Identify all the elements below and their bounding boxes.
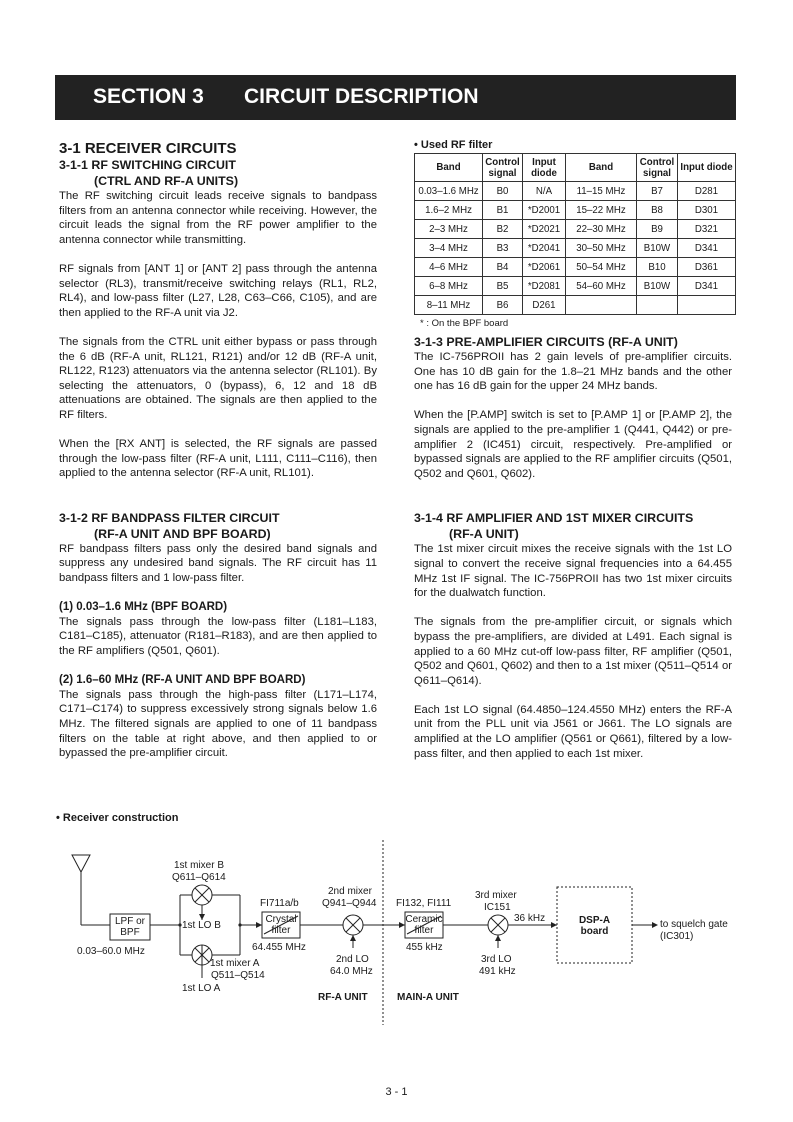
- lpf-frequency-label: 0.03–60.0 MHz: [77, 946, 145, 957]
- table-cell: B7: [637, 182, 678, 201]
- mixer-b-transistors: Q611–Q614: [172, 872, 226, 883]
- output-ic-label: (IC301): [660, 931, 694, 942]
- bpf-case1-heading: (1) 0.03–1.6 MHz (BPF BOARD): [59, 601, 228, 614]
- table-cell: B10W: [637, 277, 678, 296]
- paragraph: Each 1st LO signal (64.4850–124.4550 MHz) enters the RF-A unit from the PLL unit via J561 or J661. The LO signals are amplified at the LO amplifier (Q561 or Q661), filtered by a low-pass filter, and then applied to each 1st mixer.: [414, 703, 732, 760]
- rf-filter-table-block: [414, 139, 736, 330]
- crystal-filter-label: Crystal filter: [265, 914, 297, 936]
- table-row: [415, 201, 736, 220]
- table-header: Control signal: [637, 154, 678, 182]
- receiver-construction-diagram: [55, 812, 745, 1030]
- rf-filter-table: [414, 153, 736, 315]
- table-cell: B0: [483, 182, 523, 201]
- table-cell: *D2081: [523, 277, 566, 296]
- diagram-title: • Receiver construction: [56, 812, 179, 824]
- rf-switching-subheading: (CTRL AND RF-A UNITS): [94, 174, 239, 188]
- table-cell: B8: [637, 201, 678, 220]
- table-cell: 50–54 MHz: [566, 258, 637, 277]
- table-cell: B10: [637, 258, 678, 277]
- table-header: Band: [415, 154, 483, 182]
- rf-filter-table-note: * : On the BPF board: [420, 318, 509, 329]
- bandpass-filter-subheading: (RF-A UNIT AND BPF BOARD): [94, 526, 271, 541]
- mixer-3-ic: IC151: [484, 902, 511, 913]
- dsp-board-label: DSP-A board: [578, 915, 611, 937]
- main-a-unit-label: MAIN-A UNIT: [397, 992, 459, 1003]
- lo-3-frequency: 491 kHz: [479, 966, 516, 977]
- table-cell: B9: [637, 220, 678, 239]
- paragraph: RF bandpass filters pass only the desired band signals and suppress any undesired band signals. The RF circuit has 11 bandpass filters and 1 low-pass filter.: [59, 542, 377, 585]
- table-row: [415, 220, 736, 239]
- paragraph: When the [RX ANT] is selected, the RF signals are passed through the low-pass filter (RF-A unit, L111, C111–C116), then applied to the antenna selector (RF-A unit, RL101).: [59, 438, 377, 480]
- receiver-circuits-heading: 3-1 RECEIVER CIRCUITS: [59, 140, 237, 157]
- mixer-a-transistors: Q511–Q514: [211, 970, 265, 981]
- table-cell: 4–6 MHz: [415, 258, 483, 277]
- lo-2-frequency: 64.0 MHz: [330, 966, 373, 977]
- table-cell: 8–11 MHz: [415, 296, 483, 315]
- page-number: 3 - 1: [385, 1086, 408, 1098]
- bandpass-filter-heading: 3-1-2 RF BANDPASS FILTER CIRCUIT: [59, 510, 280, 525]
- lo-3-label: 3rd LO: [481, 954, 512, 965]
- rf-amplifier-subheading: (RF-A UNIT): [449, 527, 519, 542]
- ceramic-filter-label: Ceramic filter: [405, 914, 443, 936]
- mixer-3-label: 3rd mixer: [475, 890, 517, 901]
- table-cell: *D2061: [523, 258, 566, 277]
- left-column: [59, 140, 377, 775]
- table-header: Band: [566, 154, 637, 182]
- paragraph: RF signals from [ANT 1] or [ANT 2] pass through the antenna selector (RL3), transmit/receive switching relays (RL1, RL2, RL4), and low-pass filter (L27, L28, C63–C66, C105), and are then applied to the RF-A unit via J2.: [59, 262, 377, 319]
- table-cell: B4: [483, 258, 523, 277]
- if-3-frequency: 36 kHz: [514, 913, 546, 924]
- table-cell: B5: [483, 277, 523, 296]
- paragraph: The RF switching circuit leads receive signals to bandpass filters from an antenna connector while receiving. However, the circuit leads the signal from the RF power amplifier to the antenna connector while transmitting.: [59, 190, 377, 246]
- table-row: [415, 277, 736, 296]
- table-row: [415, 182, 736, 201]
- table-cell: B6: [483, 296, 523, 315]
- table-cell: *D2021: [523, 220, 566, 239]
- table-cell: 0.03–1.6 MHz: [415, 182, 483, 201]
- table-cell: B3: [483, 239, 523, 258]
- paragraph: The signals from the CTRL unit either bypass or pass through the 6 dB (RF-A unit, RL121, R121) and/or 12 dB (RF-A unit, RL122, R123) attenuators via the antenna selector (RL101). By selecting the attenuators, 0 (bypass), 6, 12 and 18 dB attenuations are obtained. The signals are then applied to the RF filters.: [59, 335, 377, 421]
- crystal-filter-frequency: 64.455 MHz: [252, 942, 306, 953]
- mixer-a-label: 1st mixer A: [210, 958, 260, 969]
- table-cell: 54–60 MHz: [566, 277, 637, 296]
- antenna-icon: [72, 855, 90, 872]
- section-title: CIRCUIT DESCRIPTION: [244, 85, 479, 108]
- table-cell: 1.6–2 MHz: [415, 201, 483, 220]
- table-cell: D361: [678, 258, 736, 277]
- right-column: [414, 334, 732, 776]
- table-row: [415, 296, 736, 315]
- table-cell: *D2041: [523, 239, 566, 258]
- rf-switching-heading: 3-1-1 RF SWITCHING CIRCUIT: [59, 158, 236, 172]
- table-header: Input diode: [678, 154, 736, 182]
- table-cell: 30–50 MHz: [566, 239, 637, 258]
- paragraph: The 1st mixer circuit mixes the receive signals with the 1st LO signal to convert the receive signal frequencies into a 64.455 MHz 1st IF signal. The IC-756PROII has two 1st mixer circuits for the dualwatch function.: [414, 543, 732, 600]
- paragraph: The signals pass through the low-pass filter (L181–L183, C181–C185), attenuator (R181–R183), and are then applied to the RF amplifiers (Q501, Q601).: [59, 615, 377, 658]
- table-cell: 6–8 MHz: [415, 277, 483, 296]
- crystal-filter-ref: FI711a/b: [260, 898, 299, 909]
- lo-b-label: 1st LO B: [182, 920, 221, 931]
- table-cell: B2: [483, 220, 523, 239]
- mixer-b-label: 1st mixer B: [174, 860, 225, 871]
- table-cell: 22–30 MHz: [566, 220, 637, 239]
- rf-amplifier-heading: 3-1-4 RF AMPLIFIER AND 1ST MIXER CIRCUITS: [414, 511, 694, 526]
- table-cell: 2–3 MHz: [415, 220, 483, 239]
- mixer-2-transistors: Q941–Q944: [322, 898, 377, 909]
- table-cell: D341: [678, 277, 736, 296]
- table-cell: B10W: [637, 239, 678, 258]
- table-row: [415, 239, 736, 258]
- table-cell: 3–4 MHz: [415, 239, 483, 258]
- section-number: SECTION 3: [93, 85, 204, 108]
- table-cell: D341: [678, 239, 736, 258]
- lo-2-label: 2nd LO: [336, 954, 369, 965]
- table-cell: 15–22 MHz: [566, 201, 637, 220]
- rf-filter-table-title: • Used RF filter: [414, 139, 493, 151]
- output-label: to squelch gate: [660, 919, 728, 930]
- bpf-case2-heading: (2) 1.6–60 MHz (RF-A UNIT AND BPF BOARD): [59, 674, 306, 687]
- table-cell: B1: [483, 201, 523, 220]
- paragraph: The signals from the pre-amplifier circuit, or signals which bypass the pre-amplifiers, are divided at L491. Each signal is applied to a 60 MHz cut-off low-pass filter, RF amplifier (Q501, Q502 and Q601, Q602) and then to a 1st mixer (Q511–Q514 or Q611–Q614).: [414, 616, 732, 687]
- table-cell: D281: [678, 182, 736, 201]
- table-cell: D261: [523, 296, 566, 315]
- table-cell: N/A: [523, 182, 566, 201]
- rf-a-unit-label: RF-A UNIT: [318, 992, 368, 1003]
- table-cell: [678, 296, 736, 315]
- ceramic-filter-ref: FI132, FI111: [396, 898, 452, 909]
- paragraph: The signals pass through the high-pass filter (L171–L174, C171–C174) to suppress excessively strong signals below 1.6 MHz. The filtered signals are applied to one of 11 bandpass filters on the table at right above, and then applied to or bypassed the pre-amplifier circuit.: [59, 688, 377, 760]
- table-cell: [566, 296, 637, 315]
- mixer-2-label: 2nd mixer: [328, 886, 372, 897]
- table-cell: D301: [678, 201, 736, 220]
- lo-a-label: 1st LO A: [182, 983, 221, 994]
- ceramic-filter-frequency: 455 kHz: [406, 942, 443, 953]
- table-header: Control signal: [483, 154, 523, 182]
- table-row: [415, 258, 736, 277]
- paragraph: The IC-756PROII has 2 gain levels of pre-amplifier circuits. One has 10 dB gain for the 1.8–21 MHz bands and the other one has 16 dB gain for the upper 24 MHz bands.: [414, 351, 732, 393]
- table-cell: [637, 296, 678, 315]
- table-cell: 11–15 MHz: [566, 182, 637, 201]
- pre-amplifier-heading: 3-1-3 PRE-AMPLIFIER CIRCUITS (RF-A UNIT): [414, 335, 678, 349]
- table-header: Input diode: [523, 154, 566, 182]
- table-cell: D321: [678, 220, 736, 239]
- section-header-bar: [55, 75, 736, 120]
- table-cell: *D2001: [523, 201, 566, 220]
- paragraph: When the [P.AMP] switch is set to [P.AMP 1] or [P.AMP 2], the signals are applied to the pre-amplifier 1 (Q441, Q442) or pre-amplifier 2 (IC451) circuit, respectively. Pre-amplified or bypassed signals are applied to the RF amplifier circuits (Q501, Q502 and Q601, Q602).: [414, 409, 732, 480]
- lpf-bpf-label: LPF or BPF: [114, 916, 145, 938]
